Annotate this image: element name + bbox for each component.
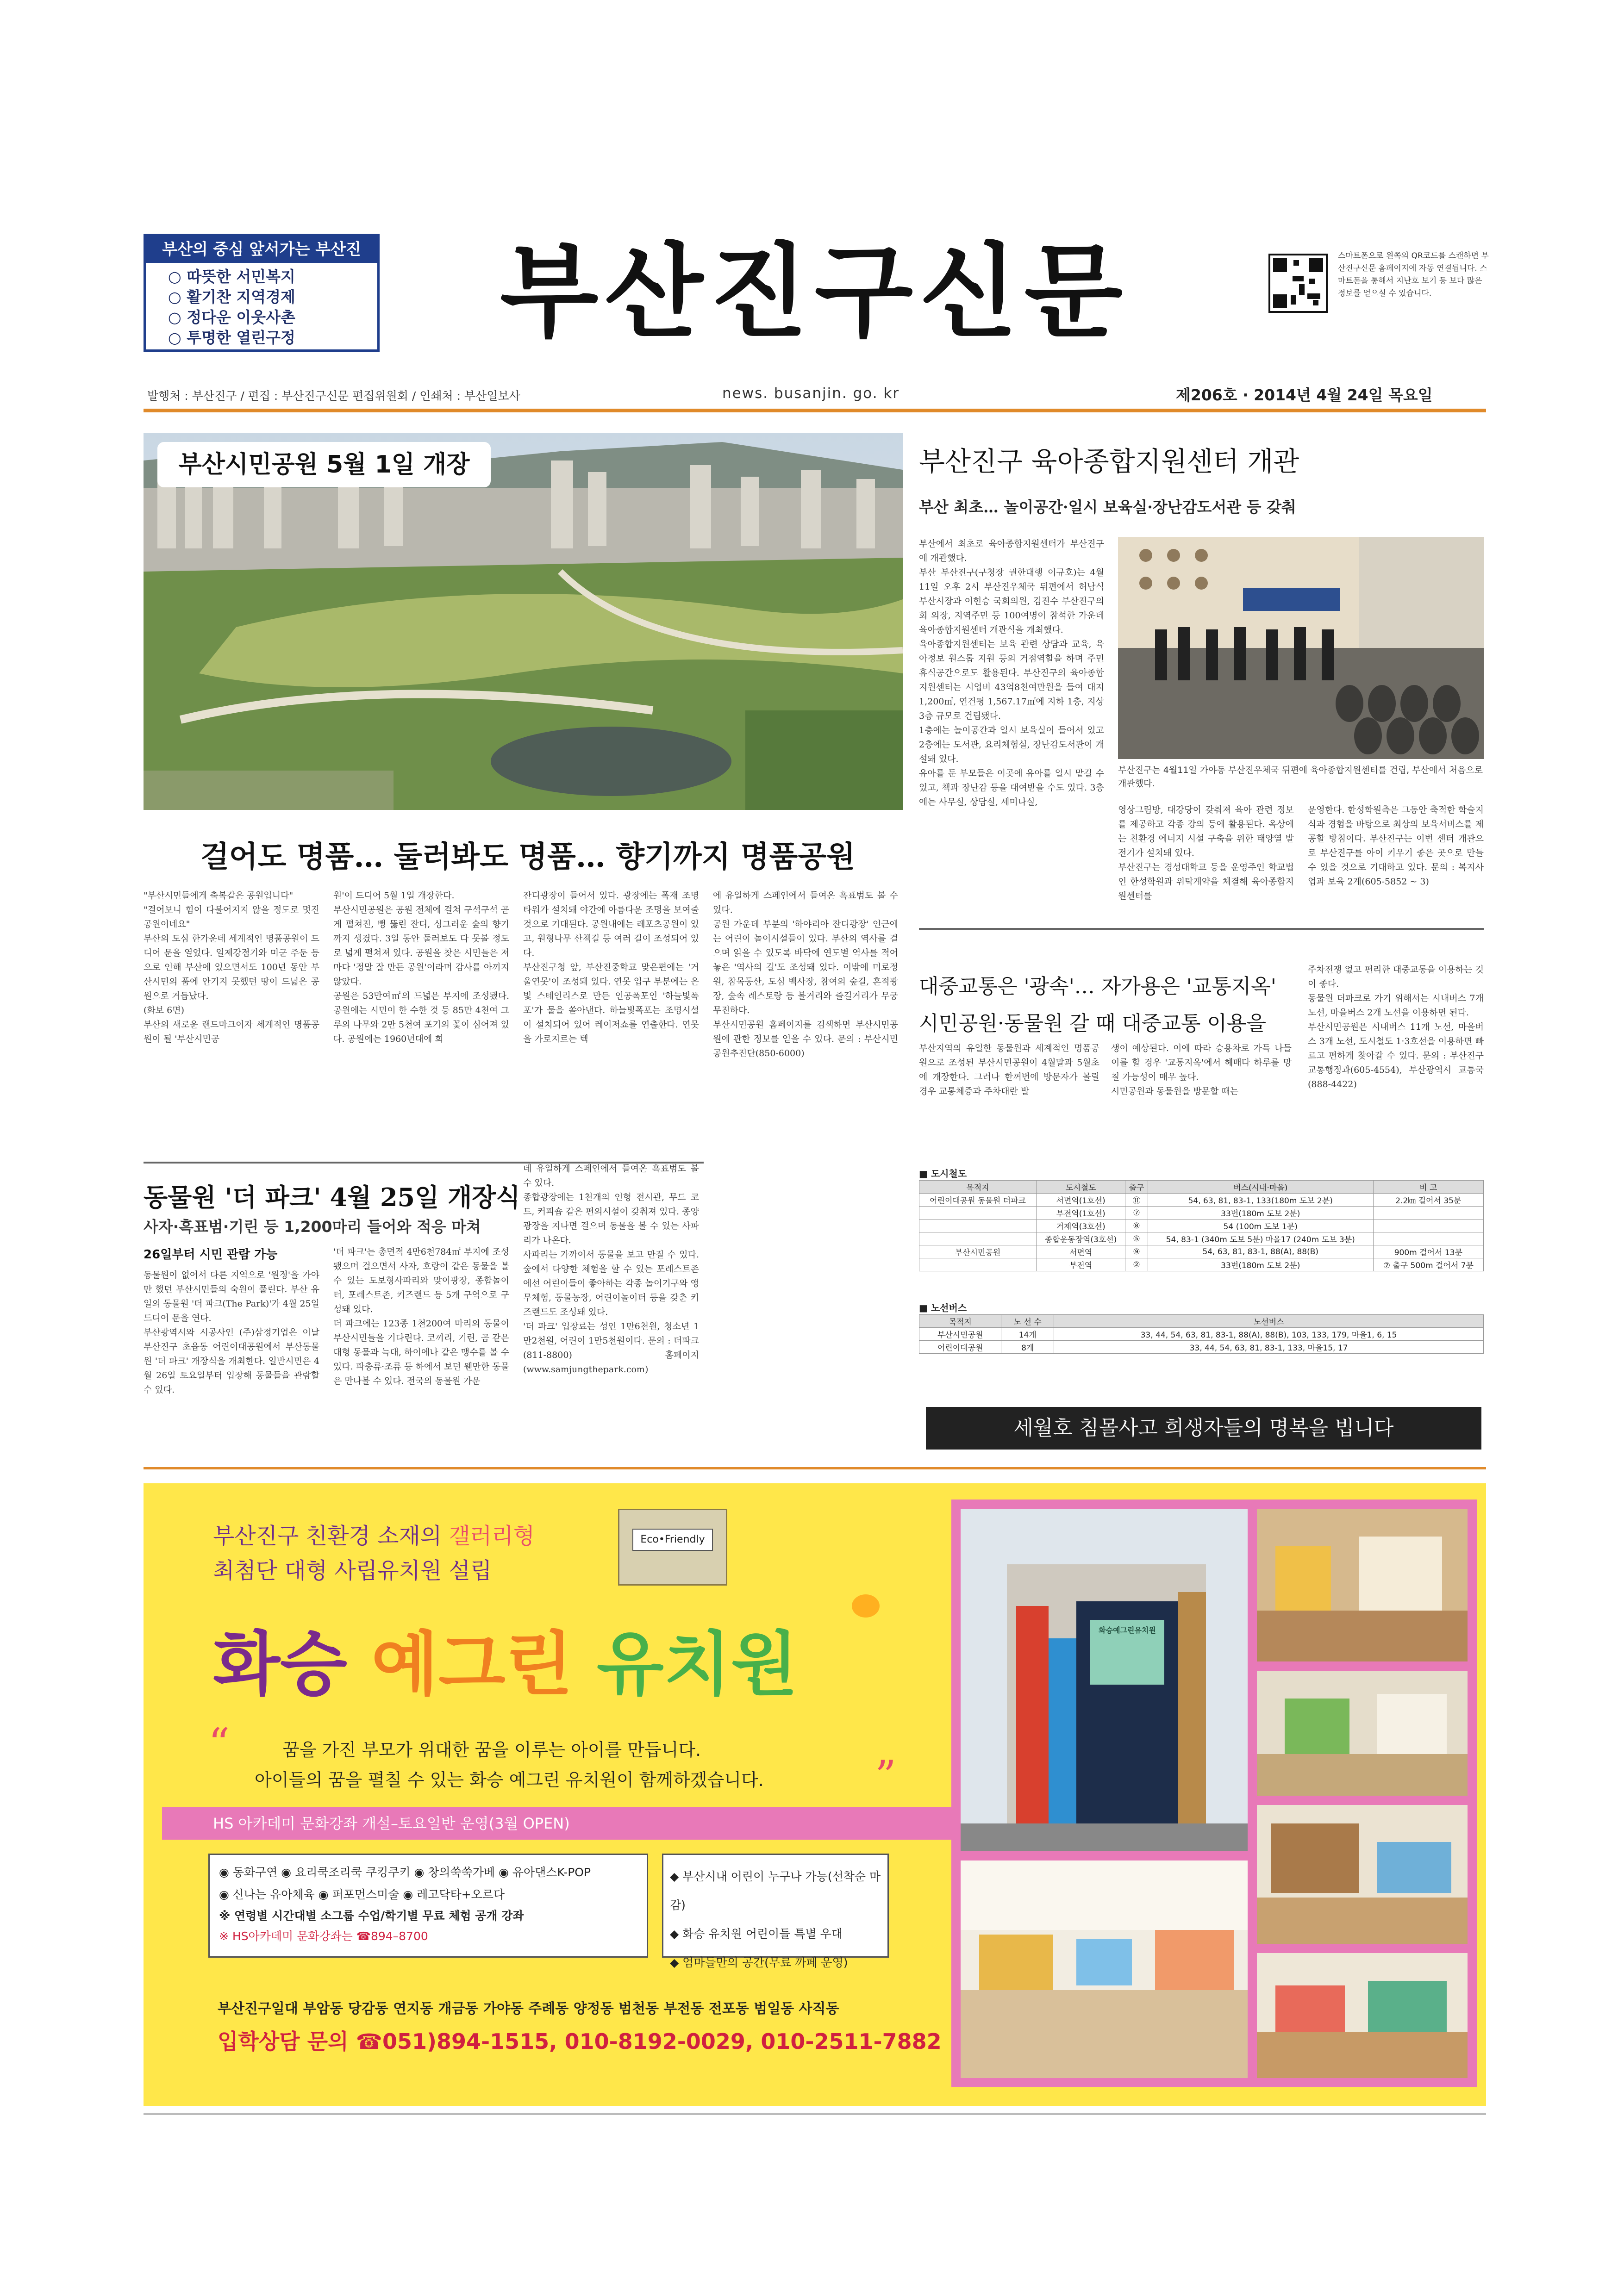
table-header-cell: 노선버스 [1054,1315,1484,1328]
center-photo-caption: 부산진구는 4월11일 가야동 부산진우체국 뒤편에 육아종합지원센터를 건립, 부산에서 처음으로 개관했다. [1118,765,1483,789]
header-rule [144,409,1486,412]
benefit-line: ◆ 부산시내 어린이 누구나 가능(선착순 마감) [670,1870,881,1912]
ad-name-part: 유치원 [596,1624,798,1705]
zoo-article-col3: 데 유일하게 스페인에서 들여온 흑표범도 볼 수 있다. 종합광장에는 1천개의 인형 전시관, 무드 코트, 커피숍 같은 편의시설이 갖춰져 있다. 종양광장을 지나면 걸으며 동물을 볼 수 있는 사파리가 나온다. 사파리는 가까이서 동물을 보고 만질 수 있다. 숲에서 다양한 체험을 할 수 있는 포레스트존에선 어린이들이 좋아하는 각종 놀이기구와 앵무체험, 동물농장, 어린이놀이터 등을 갖춘 키즈랜드도 조성돼 있다. '더 파크' 입장료는 성인 1만6천원, 청소년 1만2천원, 어린이 1만5천원이다. 문의 : 더파크(811-8800) 홈페이지(www.samjungthepark.com) [523,1164,699,1375]
zoo-lead: 26일부터 시민 관람 가능 [144,1248,278,1262]
zoo-subhead: 사자·흑표범·기린 등 1,200마리 들어와 적응 마쳐 [144,1218,481,1236]
qr-note: 스마트폰으로 왼쪽의 QR코드를 스캔하면 부산진구신문 홈페이지에 자동 연결됩니다. 스마트폰을 통해서 지난호 보기 등 보다 많은 정보를 얻으실 수 있습니다. [1338,251,1489,298]
table-cell: 부산시민공원 [919,1245,1037,1258]
table-header-cell: 목적지 [919,1181,1037,1194]
table-cell: 33, 44, 54, 63, 81, 83-1, 133, 마을15, 17 [1054,1341,1484,1354]
academy-banner: HS 아카데미 문화강좌 개설–토요일반 운영(3월 OPEN) [162,1807,963,1840]
table-header-cell: 도시철도 [1037,1181,1125,1194]
table-cell: 종합운동장역(3호선) [1037,1232,1125,1245]
table-cell: 거제역(3호선) [1037,1220,1125,1232]
table-cell: 8개 [1001,1341,1054,1354]
table-cell: ⑪ [1125,1194,1148,1207]
table-row [919,1232,1484,1245]
benefit-line: ◆ 화승 유치원 어린이들 특별 우대 [670,1927,843,1941]
table-cell [919,1207,1037,1220]
park-photo-caption-box [157,442,491,487]
table-cell: 어린이대공원 동물원 더파크 [919,1194,1037,1207]
ad-name-part: 예그린 [371,1624,573,1705]
zoo-headline: 동물원 '더 파크' 4월 25일 개장식 [144,1182,520,1212]
table-cell [1373,1220,1483,1232]
program-line: ◉ 신나는 유아체육 ◉ 퍼포먼스미술 ◉ 레고닥타+오르다 [219,1888,505,1901]
park-article-col4: 에 유일하게 스페인에서 들여온 흑표범도 볼 수 있다. 공원 가운데 부분의 '하야리아 잔디광장' 인근에는 어린이 놀이시설들이 있다. 부산의 역사를 걸으며 읽을 수 있도록 바닥에 연도별 역사를 적어놓은 '역사의 길'도 조성돼 있다. 이밖에 미로정원, 참목동산, 도심 백사장, 참여의 숲길, 흔적광장, 숲속 레스토랑 등 볼거리와 즐길거리가 무궁무진하다. 부산시민공원 홈페이지를 검색하면 부산시민공원에 관한 정보를 얻을 수 있다. 문의 : 부산시민공원추진단(850-6000) [713,890,898,1058]
bird-icon [852,1594,880,1618]
table-cell: ⑨ [1125,1245,1148,1258]
park-aerial-photo [144,433,903,810]
table-cell: 서면역 [1037,1245,1125,1258]
issue-info: 제206호 · 2014년 4월 24일 목요일 [1176,386,1433,404]
table-cell: 어린이대공원 [919,1341,1001,1354]
ad-line1-text: 부산진구 친환경 소재의 [213,1523,449,1549]
table-cell: ② [1125,1258,1148,1271]
table-cell: ⑧ [1125,1220,1148,1232]
table-cell: 33번(180m 도보 2분) [1148,1207,1373,1220]
ad-quote-line2: 아이들의 꿈을 펼칠 수 있는 화승 예그린 유치원이 함께하겠습니다. [255,1770,764,1790]
bus-table [919,1314,1484,1354]
table-cell: 부전역(1호선) [1037,1207,1125,1220]
motto-item: ○ 활기찬 지역경제 [168,288,295,306]
table-row [919,1194,1484,1207]
ad-service-areas: 부산진구일대 부암동 당감동 연지동 개금동 가야동 주례동 양정동 범천동 부전동 전포동 범일동 사직동 [218,2001,839,2017]
masthead-title: 부산진구신문 [500,231,1130,351]
ad-kindergarten-name [213,1608,798,1708]
metro-table [919,1180,1484,1271]
table-row [919,1220,1484,1232]
library-photo [1257,1805,1468,1944]
park-photo-caption: 부산시민공원 5월 1일 개장 [178,451,470,479]
hallway-photo [1257,1671,1468,1796]
table-header-cell: 출구 [1125,1181,1148,1194]
table-cell [919,1220,1037,1232]
motto-box [144,234,380,352]
zoo-article-col2: '더 파크'는 총면적 4만6천784㎡ 부지에 조성됐으며 걸으면서 사자, 호랑이 같은 동물을 볼 수 있는 도보형사파리와 맞이광장, 종합놀이터, 포레스트존, 키즈랜드 등 5개 구역으로 구성돼 있다. 더 파크에는 123종 1천200여 마리의 동물이 부산시민들을 기다린다. 코끼리, 기린, 곰 같은 대형 동물과 늑대, 하이에나 같은 맹수를 볼 수 있다. 파충류·조류 등 하에서 보던 웬만한 동물은 만나볼 수 있다. 전국의 동물원 가운 [333,1247,509,1386]
center-opening-photo [1118,537,1484,759]
close-quote-icon: ” [875,1752,897,1800]
transit-article-col1: 부산지역의 유일한 동물원과 세계적인 명품공원으로 조성된 부산시민공원이 4월말과 5월초에 개장한다. 그러나 한꺼번에 방문자가 몰릴 경우 교통체증과 주차대란 발 [919,1043,1103,1096]
center-article-col1: 부산에서 최초로 육아종합지원센터가 부산진구에 개관했다. 부산 부산진구(구청장 권한대행 이규호)는 4월 11일 오후 2시 부산진우체국 뒤편에서 허남식 부산시장과 이헌승 국회의원, 김진수 부산진구의회 의장, 지역주민 등 100여명이 참석한 가운데 육아종합지원센터 개관식을 개최했다. 육아종합지원센터는 보육 관련 상담과 교육, 육아정보 원스톱 지원 등의 거점역할을 하며 주민 휴식공간으로도 활용된다. 부산진구의 육아종합지원센터는 시업비 43억8천여만원을 들여 대지 1,200㎡, 연건평 1,567.17㎡에 지하 1층, 지상 3층 규모로 건립됐다. 1층에는 놀이공간과 일시 보육실이 들어서 있고 2층에는 도서관, 요리체험실, 장난감도서관이 개설돼 있다. 유아를 둔 부모들은 이곳에 유아를 일시 맡길 수 있고, 책과 장난감 등을 대여받을 수도 있다. 3층에는 사무실, 상담실, 세미나실, [919,539,1104,807]
table-cell: 부산시민공원 [919,1328,1001,1341]
table-header-cell: 목적지 [919,1315,1001,1328]
table-row [919,1207,1484,1220]
park-article-col1: "부산시민들에게 축복같은 공원입니다" "걸어보니 힘이 다불어지지 않을 정도로 멋진 공원이네요" 부산의 도심 한가운데 세계적인 명품공원이 드디어 문을 열었다. 일제강점기와 미군 주둔 등으로 인해 부산에 있으면서도 100년 동안 부산시민의 품에 안기지 못했던 땅이 드넓은 공원으로 거듭났다. (화보 6면) 부산의 새로운 랜드마크이자 세계적인 명품공원이 될 '부산시민공 [144,890,319,1044]
qr-code[interactable] [1268,254,1328,313]
table-cell: 54 (100m 도보 1분) [1148,1220,1373,1232]
eco-friendly-badge [618,1509,727,1586]
open-quote-icon: “ [208,1719,230,1768]
ad-photo-panel [951,1500,1477,2087]
table-cell: ⑤ [1125,1232,1148,1245]
kindergarten-ad [144,1483,1486,2106]
table-cell: 14개 [1001,1328,1054,1341]
motto-item: ○ 따뜻한 서민복지 [168,268,295,286]
motto-item: ○ 정다운 이웃사촌 [168,308,295,326]
table-header-cell: 버스(시내·마을) [1148,1181,1373,1194]
activity-room-photo [1257,1953,1468,2078]
ad-quote-line1: 꿈을 가진 부모가 위대한 꿈을 이루는 아이를 만듭니다. [282,1740,701,1760]
benefit-line: ◆ 엄마들만의 공간(무료 까페 운영) [670,1956,848,1969]
website-link[interactable]: news. busanjin. go. kr [722,385,900,402]
center-subhead: 부산 최초… 놀이공간·일시 보육실·장난감도서관 등 갖춰 [919,498,1296,516]
table-cell: ⑦ [1125,1207,1148,1220]
table-row [919,1328,1484,1341]
benefits-box [662,1854,889,1969]
program-line: ※ 연령별 시간대별 소그룹 수업/학기별 무료 체험 공개 강좌 [219,1909,524,1923]
ad-top-rule [144,1467,1486,1469]
table-cell: 부전역 [1037,1258,1125,1271]
classroom-photo [961,1860,1248,2078]
table-cell [1373,1207,1483,1220]
table-cell: ⑦ 출구 500m 걸어서 7분 [1373,1258,1483,1271]
bottom-rule [144,2113,1486,2115]
ad-line1 [213,1518,535,1550]
center-article-col2: 영상그림방, 대강당이 갖춰져 육아 관련 정보를 제공하고 각종 강의 등에 활용된다. 옥상에는 친환경 에너지 시설 구축을 위한 태양열 발전기가 설치돼 있다. 부산진구는 경성대학교 등을 운영주인 학교법인 한성학원과 위탁계약을 체결해 육아종합지원센터를 [1118,805,1294,901]
table-cell: 54, 83-1 (340m 도보 5분) 마을17 (240m 도보 3분) [1148,1232,1373,1245]
table-cell [919,1232,1037,1245]
table-cell: 33, 44, 54, 63, 81, 83-1, 88(A), 88(B), 103, 133, 179, 마을1, 6, 15 [1054,1328,1484,1341]
bus-table-label: ■ 노선버스 [919,1302,967,1313]
park-article-col2: 원'이 드디어 5월 1일 개장한다. 부산시민공원은 공원 전체에 걸쳐 구석구석 곧게 펼쳐진, 뻥 뚫린 잔디, 싱그러운 숲의 향기까지 생겼다. 3일 동안 둘러보도 다 못볼 정도로 넓게 펼쳐져 있다. 공원을 찾은 시민들은 저마다 '정말 잘 만든 공원'이라며 감사를 아끼지 않았다. 공원은 53만여㎡의 드넓은 부지에 조성됐다. 공원에는 시민이 한 수한 것 등 85만 4천여 그루의 나무와 2만 5천여 포기의 꽃이 심어져 있다. 공원에는 1960년대에 희 [333,890,509,1044]
transit-article-col3: 주차전쟁 없고 편리한 대중교통을 이용하는 것이 좋다. 동물원 더파크로 가기 위해서는 시내버스 7개 노선, 마을버스 2개 노선을 이용하면 된다. 부산시민공원은 시내버스 11개 노선, 마을버스 3개 노선, 도시철도 1·3호선을 이용하면 빠르고 편하게 찾아갈 수 있다. 문의 : 부산진구 교통행정과(605-4554), 부산광역시 교통국(888-4422) [1308,964,1484,1089]
table-row [919,1341,1484,1354]
table-cell: 54, 63, 81, 83-1, 88(A), 88(B) [1148,1245,1373,1258]
metro-table-label: ■ 도시철도 [919,1168,967,1179]
building-sign: 화승예그린유치원 [1099,1626,1156,1635]
program-line: ◉ 동화구연 ◉ 요리쿡조리쿡 쿠킹쿠키 ◉ 창의쑥쑥가베 ◉ 유아댄스K-POP [219,1866,591,1879]
transit-subhead: 시민공원·동물원 갈 때 대중교통 이용을 [919,1012,1266,1035]
table-row [919,1245,1484,1258]
center-article-col3: 운영한다. 한성학원측은 그동안 축적한 학술지식과 경험을 바탕으로 최상의 보육서비스를 제공할 방침이다. 부산진구는 이번 센터 개관으로 부산진구를 아이 키우기 좋은 곳으로 만들 수 있을 것으로 기대하고 있다. 문의 : 복지사업과 보육 2계(605-5852 ~ 3) [1308,805,1487,887]
table-cell: 54, 63, 81, 83-1, 133(180m 도보 2분) [1148,1194,1373,1207]
program-line: ※ HS아카데미 문화강좌는 ☎894–8700 [219,1929,428,1943]
programs-box [208,1854,648,1958]
sewol-banner: 세월호 침몰사고 희생자들의 명복을 빕니다 [926,1407,1481,1450]
building-photo [961,1509,1248,1851]
publisher-info: 발행처 : 부산진구 / 편집 : 부산진구신문 편집위원회 / 인쇄처 : 부산일보사 [147,389,520,403]
ad-contact[interactable]: 입학상담 문의 ☎051)894-1515, 010-8192-0029, 010-2511-7882 [218,2029,942,2054]
park-article-col3: 잔디광장이 들어서 있다. 광장에는 폭재 조명타워가 설치돼 야간에 아름다운 조명을 보여줄 것으로 기대된다. 공원내에는 레포츠공원이 있고, 원형나무 산책길 등 여러 길이 조성되어 있다. 부산진구청 앞, 부산진중학교 맞은편에는 '거울연못'이 조성돼 있다. 연못 입구 부분에는 은빛 스테인리스로 만든 인공폭포인 '하늘빛폭포'가 물을 쏟아낸다. 하늘빛폭포는 조명시설이 설치되어 있어 레이저쇼를 연출한다. 연못을 가로지르는 텍 [523,890,699,1044]
transit-article-col2: 생이 예상된다. 이에 따라 승용차로 가득 나들이를 할 경우 '교통지옥'에서 헤매다 하루를 망칠 가능성이 매우 높다. 시민공원과 동물원을 방문할 때는 [1111,1043,1292,1096]
table-header-cell: 비 고 [1373,1181,1483,1194]
ad-name-part: 화승 [213,1624,347,1705]
table-row [919,1258,1484,1271]
table-cell: 서면역(1호선) [1037,1194,1125,1207]
table-header-cell: 노 선 수 [1001,1315,1054,1328]
ad-line1-highlight: 갤러리형 [449,1523,535,1549]
zoo-article-col1: 동물원이 없어서 다른 지역으로 '원정'을 가야만 했던 부산시민들의 숙원이 풀린다. 부산 유일의 동물원 '더 파크(The Park)'가 4월 25일 드디어 문을 연다. 부산광역시와 시공사인 (주)삼정기업은 이날 부산진구 초읍동 어린이대공원에서 부산동물원 '더 파크' 개장식을 개최한다. 일반시민은 4월 26일 토요일부터 입장해 동물들을 관람할 수 있다. [144,1270,319,1395]
table-cell [1373,1232,1483,1245]
table-cell [919,1258,1037,1271]
table-cell: 2.2㎞ 걸어서 35분 [1373,1194,1483,1207]
divider [919,928,1484,930]
playroom-photo [1257,1509,1468,1661]
ad-line2: 최첨단 대형 사립유치원 설립 [213,1558,492,1584]
eco-label: Eco•Friendly [632,1529,713,1551]
table-cell: 33번(180m 도보 2분) [1148,1258,1373,1271]
center-headline: 부산진구 육아종합지원센터 개관 [919,446,1299,477]
motto-item: ○ 투명한 열린구정 [168,329,295,347]
motto-title: 부산의 중심 앞서가는 부산진 [146,236,377,263]
park-headline: 걸어도 명품… 둘러봐도 명품… 향기까지 명품공원 [200,840,856,874]
transit-headline: 대중교통은 '광속'… 자가용은 '교통지옥' [919,975,1276,998]
table-cell: 900m 걸어서 13분 [1373,1245,1483,1258]
